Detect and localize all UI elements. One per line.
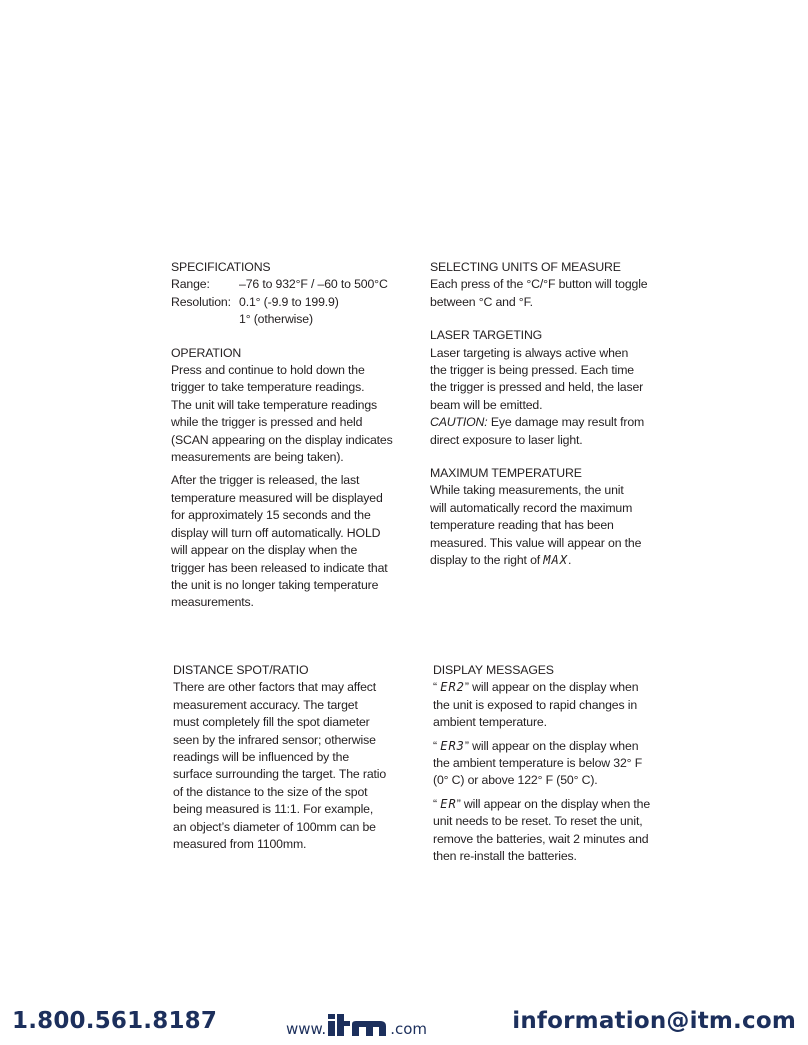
max-line: will automatically record the maximum bbox=[430, 500, 633, 515]
max-line: While taking measurements, the unit bbox=[430, 483, 624, 498]
operation-line: Press and continue to hold down the bbox=[171, 363, 365, 378]
after-release-line: trigger has been released to indicate that bbox=[171, 560, 388, 575]
footer-website[interactable] bbox=[286, 1012, 427, 1038]
er2-display-symbol: ER2 bbox=[440, 680, 465, 695]
er-line: remove the batteries, wait 2 minutes and bbox=[433, 831, 649, 846]
er2-line: ambient temperature. bbox=[433, 715, 547, 730]
distance-line: readings will be influenced by the bbox=[173, 750, 350, 765]
right-top-column bbox=[430, 259, 660, 570]
er3-line: the ambient temperature is below 32° F bbox=[433, 756, 643, 771]
max-last-line bbox=[430, 552, 660, 569]
max-temperature-heading: MAXIMUM TEMPERATURE bbox=[430, 466, 582, 481]
resolution-label: Resolution: bbox=[171, 294, 231, 309]
caution-label: CAUTION: bbox=[430, 415, 488, 430]
right-bottom-column bbox=[433, 662, 663, 865]
after-release-line: display will turn off automatically. HOLD bbox=[171, 525, 381, 540]
resolution-value-1: 0.1° (-9.9 to 199.9) bbox=[239, 294, 339, 309]
er2-line: the unit is exposed to rapid changes in bbox=[433, 697, 638, 712]
operation-line: trigger to take temperature readings. bbox=[171, 380, 365, 395]
er-first-text: ” will appear on the display when the bbox=[456, 796, 651, 811]
operation-line: while the trigger is pressed and held bbox=[171, 415, 363, 430]
er3-first-line bbox=[433, 738, 663, 755]
after-release-line: temperature measured will be displayed bbox=[171, 490, 383, 505]
er3-first-text: ” will appear on the display when bbox=[464, 738, 639, 753]
er2-first-text: ” will appear on the display when bbox=[464, 680, 639, 695]
range-row bbox=[171, 276, 401, 293]
itm-logo-icon bbox=[328, 1012, 388, 1038]
open-quote: “ bbox=[433, 738, 437, 753]
distance-line: seen by the infrared sensor; otherwise bbox=[173, 732, 376, 747]
max-last-prefix: display to the right of bbox=[430, 553, 544, 568]
er3-display-symbol: ER3 bbox=[440, 738, 465, 753]
footer-email[interactable]: information@itm.com bbox=[512, 1008, 796, 1034]
left-bottom-column bbox=[173, 662, 403, 853]
web-prefix: www. bbox=[286, 1020, 327, 1038]
open-quote: “ bbox=[433, 680, 437, 695]
caution-line bbox=[430, 414, 660, 431]
max-line: temperature reading that has been bbox=[430, 518, 614, 533]
range-label: Range: bbox=[171, 277, 210, 292]
resolution-row bbox=[171, 294, 401, 311]
left-top-column bbox=[171, 259, 401, 612]
footer-phone[interactable]: 1.800.561.8187 bbox=[12, 1008, 218, 1034]
units-line: between °C and °F. bbox=[430, 294, 533, 309]
laser-line: the trigger is pressed and held, the laser bbox=[430, 380, 644, 395]
after-release-line: After the trigger is released, the last bbox=[171, 473, 360, 488]
laser-line: Laser targeting is always active when bbox=[430, 345, 629, 360]
er-line: unit needs to be reset. To reset the unit, bbox=[433, 814, 643, 829]
er-display-symbol: ER bbox=[440, 796, 457, 811]
resolution-value-2: 1° (otherwise) bbox=[239, 312, 313, 327]
distance-line: measurement accuracy. The target bbox=[173, 697, 358, 712]
er-first-line bbox=[433, 796, 663, 813]
max-display-symbol: MAX bbox=[543, 553, 568, 568]
operation-heading: OPERATION bbox=[171, 345, 242, 360]
distance-line: must completely fill the spot diameter bbox=[173, 715, 370, 730]
caution-line-2: direct exposure to laser light. bbox=[430, 432, 583, 447]
max-line: measured. This value will appear on the bbox=[430, 535, 642, 550]
web-suffix: .com bbox=[390, 1020, 428, 1038]
specifications-heading: SPECIFICATIONS bbox=[171, 260, 271, 274]
resolution-row-2 bbox=[171, 311, 401, 328]
distance-line: an object’s diameter of 100mm can be bbox=[173, 819, 376, 834]
distance-heading: DISTANCE SPOT/RATIO bbox=[173, 663, 309, 677]
after-release-line: will appear on the display when the bbox=[171, 543, 358, 558]
max-last-suffix: . bbox=[567, 553, 572, 568]
distance-line: There are other factors that may affect bbox=[173, 680, 377, 695]
er3-line: (0° C) or above 122° F (50° C). bbox=[433, 773, 598, 788]
er-line: then re-install the batteries. bbox=[433, 849, 577, 864]
after-release-line: measurements. bbox=[171, 595, 254, 610]
distance-line: measured from 1100mm. bbox=[173, 837, 307, 852]
laser-heading: LASER TARGETING bbox=[430, 328, 543, 343]
operation-line: The unit will take temperature readings bbox=[171, 397, 378, 412]
operation-line: (SCAN appearing on the display indicates bbox=[171, 432, 393, 447]
operation-line: measurements are being taken). bbox=[171, 450, 344, 465]
units-line: Each press of the °C/°F button will toggle bbox=[430, 277, 648, 292]
laser-line: beam will be emitted. bbox=[430, 397, 543, 412]
caution-text: Eye damage may result from bbox=[487, 415, 645, 430]
after-release-line: for approximately 15 seconds and the bbox=[171, 508, 371, 523]
laser-line: the trigger is being pressed. Each time bbox=[430, 363, 634, 378]
after-release-line: the unit is no longer taking temperature bbox=[171, 577, 379, 592]
er2-first-line bbox=[433, 679, 663, 696]
distance-line: being measured is 11:1. For example, bbox=[173, 802, 374, 817]
distance-line: of the distance to the size of the spot bbox=[173, 784, 368, 799]
distance-line: surface surrounding the target. The ratio bbox=[173, 767, 387, 782]
display-messages-heading: DISPLAY MESSAGES bbox=[433, 663, 554, 677]
units-heading: SELECTING UNITS OF MEASURE bbox=[430, 260, 621, 274]
range-value: –76 to 932°F / –60 to 500°C bbox=[239, 277, 388, 292]
open-quote: “ bbox=[433, 796, 437, 811]
itm-logo-text: itm bbox=[328, 1012, 330, 1013]
